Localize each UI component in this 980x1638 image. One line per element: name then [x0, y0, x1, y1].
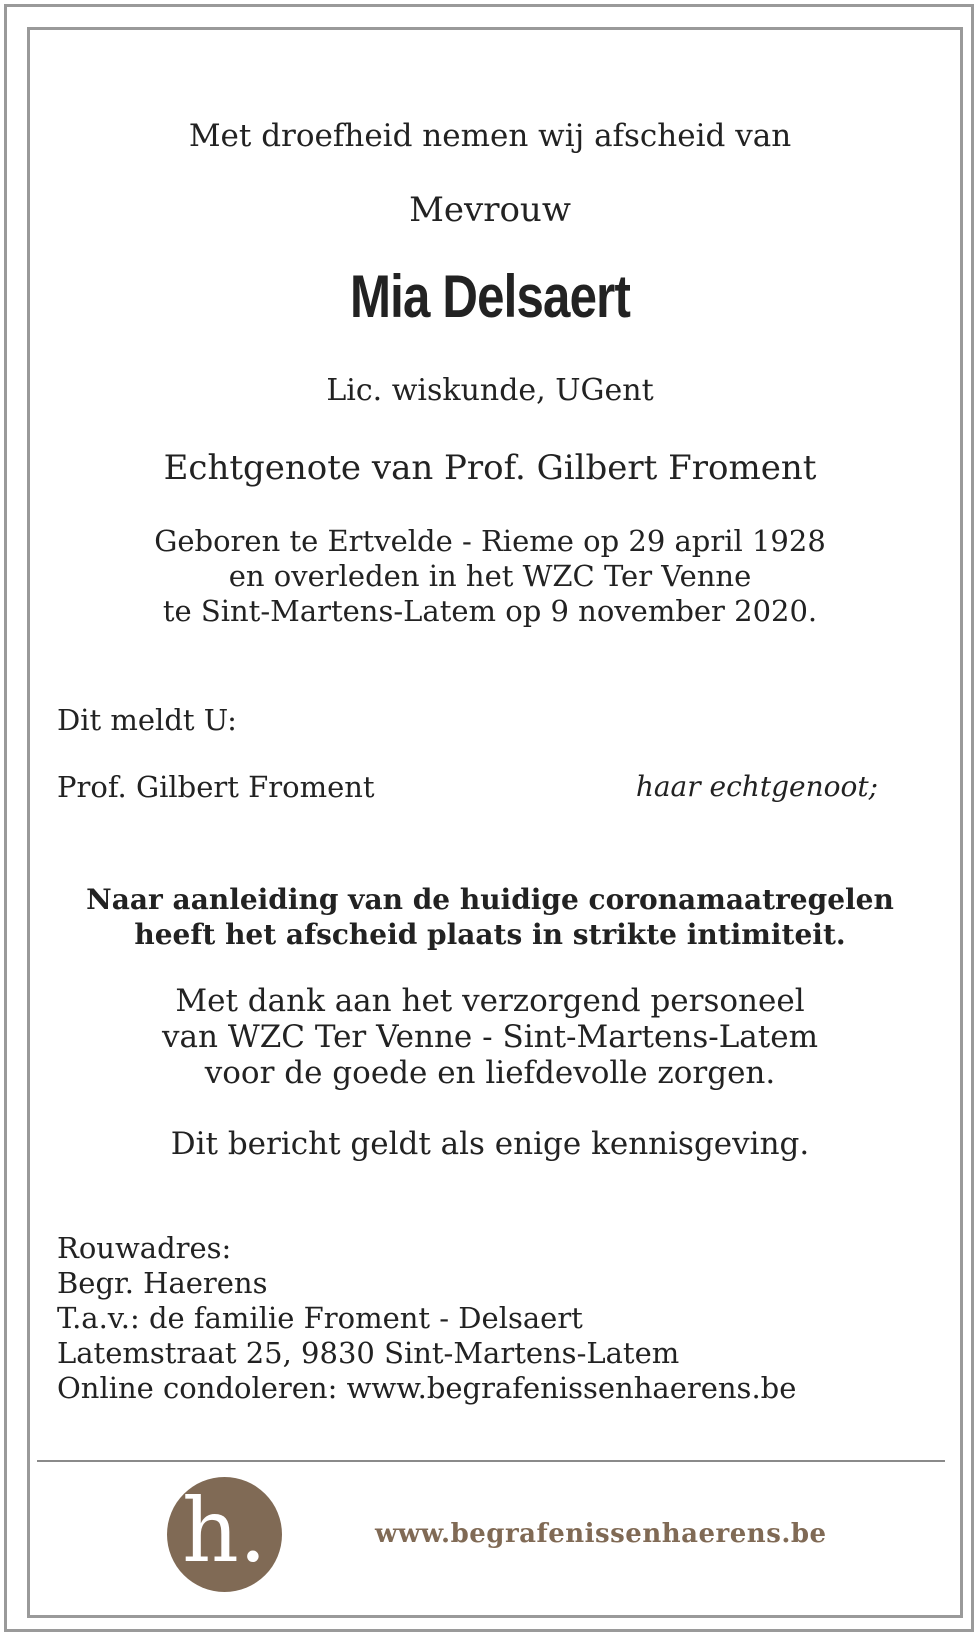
honorific: Mevrouw — [409, 190, 571, 230]
birth-line: Geboren te Ertvelde - Rieme op 29 april 1928 — [154, 524, 826, 558]
corona-notice — [0, 882, 980, 952]
thanks-line: Met dank aan het verzorgend personeel — [175, 983, 805, 1019]
birth-death-block — [0, 524, 980, 629]
intro-text: Met droefheid nemen wij afscheid van — [188, 118, 792, 154]
logo-letter: h. — [182, 1479, 267, 1582]
mourning-address — [57, 1231, 796, 1406]
corona-line: heeft het afscheid plaats in strikte intimiteit. — [134, 918, 846, 951]
funeral-home-logo — [167, 1477, 282, 1592]
corona-line: Naar aanleiding van de huidige coronamaatregelen — [86, 883, 894, 916]
family-member-relation: haar echtgenoot; — [635, 770, 878, 803]
condolence-link[interactable]: Online condoleren: www.begrafenissenhaerens.be — [57, 1371, 797, 1405]
death-place-line: te Sint-Martens-Latem op 9 november 2020. — [162, 594, 818, 628]
thanks-block — [0, 983, 980, 1091]
address-line: T.a.v.: de familie Froment - Delsaert — [57, 1301, 583, 1335]
thanks-line: voor de goede en liefdevolle zorgen. — [204, 1055, 776, 1091]
spouse-line: Echtgenote van Prof. Gilbert Froment — [163, 448, 817, 488]
deceased-name: Mia Delsaert — [349, 263, 631, 330]
address-line: Latemstraat 25, 9830 Sint-Martens-Latem — [57, 1336, 680, 1370]
degree: Lic. wiskunde, UGent — [326, 373, 654, 408]
death-line: en overleden in het WZC Ter Venne — [228, 559, 752, 593]
thanks-line: van WZC Ter Venne - Sint-Martens-Latem — [162, 1019, 818, 1055]
footer-website-link[interactable]: www.begrafenissenhaerens.be — [375, 1519, 827, 1549]
final-notice: Dit bericht geldt als enige kennisgeving. — [170, 1126, 810, 1162]
family-member-name: Prof. Gilbert Froment — [57, 770, 375, 804]
footer-divider — [37, 1460, 945, 1462]
announce-label: Dit meldt U: — [57, 703, 237, 737]
address-heading: Rouwadres: — [57, 1231, 232, 1265]
address-line: Begr. Haerens — [57, 1266, 268, 1300]
